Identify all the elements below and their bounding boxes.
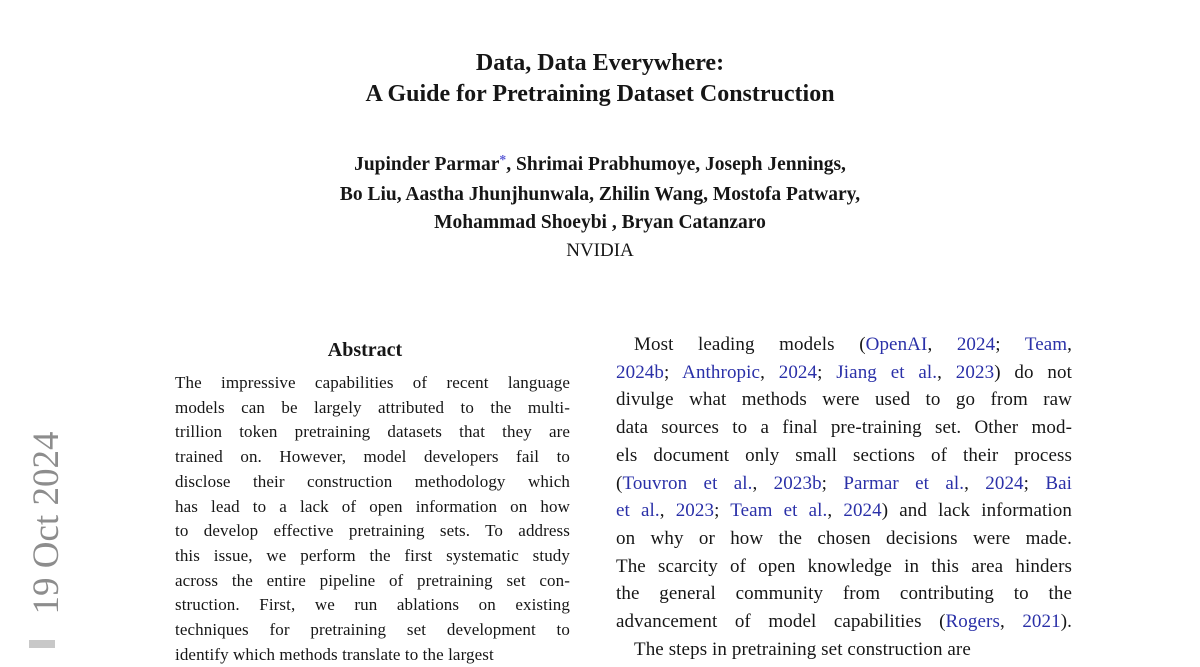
citation-link[interactable]: Team et al.	[730, 500, 828, 522]
text-line	[175, 643, 570, 667]
text-span: techniques for pretraining set development to	[175, 620, 570, 640]
text-span: ) and lack information	[881, 500, 1073, 522]
text-span: ;	[821, 472, 844, 494]
text-span: ;	[664, 361, 683, 383]
citation-link[interactable]: 2023	[675, 500, 715, 522]
citation-link[interactable]: Touvron et al.	[622, 472, 753, 494]
text-span: this issue, we perform the first systematic study	[175, 545, 570, 565]
citation-link[interactable]: 2024	[843, 500, 882, 522]
text-line	[0, 151, 1200, 181]
text-line	[616, 442, 1072, 470]
text-line	[616, 553, 1072, 581]
text-line	[175, 371, 570, 396]
text-span: ).	[1060, 611, 1072, 633]
text-line	[616, 359, 1072, 387]
text-line	[616, 497, 1072, 525]
citation-link[interactable]: Parmar et al.	[843, 472, 965, 494]
text-line	[175, 593, 570, 618]
text-span: The scarcity of open knowledge in this area hinders	[616, 555, 1072, 577]
citation-link[interactable]: 2024	[778, 361, 818, 383]
text-line	[175, 495, 570, 520]
affiliation: NVIDIA	[566, 240, 634, 261]
text-line	[0, 209, 1200, 238]
text-line	[616, 414, 1072, 442]
abstract-body	[175, 371, 570, 667]
text-span: Jupinder Parmar	[354, 154, 500, 175]
text-line	[175, 445, 570, 470]
text-span: ,	[999, 611, 1023, 633]
citation-link[interactable]: 2021	[1022, 611, 1061, 633]
citation-link[interactable]: 2024b	[616, 361, 664, 383]
citation-link[interactable]: Anthropic	[682, 361, 761, 383]
text-line	[616, 580, 1072, 608]
text-span: ,	[964, 472, 986, 494]
text-span: ,	[1067, 334, 1072, 355]
text-span: ,	[760, 361, 779, 383]
text-line	[175, 420, 570, 445]
text-line	[175, 544, 570, 569]
text-span: models can be largely attributed to the multi-	[175, 397, 570, 417]
citation-link[interactable]: OpenAI	[865, 334, 928, 355]
text-line	[616, 525, 1072, 553]
citation-link[interactable]: 2024	[956, 334, 996, 355]
text-span: The impressive capabilities of recent language	[175, 373, 570, 392]
text-span: ,	[827, 500, 844, 522]
paper-title-line-2: A Guide for Pretraining Dataset Construction	[365, 80, 835, 107]
citation-link[interactable]: 2023	[955, 361, 995, 383]
arxiv-date-stamp: 19 Oct 2024	[26, 431, 67, 615]
introduction-column	[616, 331, 1072, 663]
text-span: , Shrimai Prabhumoye, Joseph Jennings,	[506, 154, 846, 175]
text-line	[616, 470, 1072, 498]
text-line	[175, 519, 570, 544]
arxiv-stamp-partial-glyph	[29, 640, 55, 648]
text-span: disclose their construction methodology which	[175, 471, 570, 491]
text-line	[616, 608, 1072, 636]
text-line	[616, 331, 1072, 359]
text-span: ) do not	[994, 361, 1072, 383]
paper-title	[0, 48, 1200, 109]
text-span: ;	[714, 500, 731, 522]
text-line	[616, 386, 1072, 414]
text-span: Mohammad Shoeybi , Bryan Catanzaro	[434, 212, 766, 233]
text-line	[175, 618, 570, 643]
citation-link[interactable]: Rogers	[945, 611, 1000, 633]
citation-link[interactable]: et al.	[616, 500, 660, 522]
author-footnote-asterisk: *	[499, 151, 507, 167]
text-span: on why or how the chosen decisions were made.	[616, 527, 1072, 549]
text-span: data sources to a final pre-training set. Other mod-	[616, 417, 1072, 439]
text-span: ,	[659, 500, 676, 522]
text-span: ,	[937, 361, 956, 383]
text-span: advancement of model capabilities (	[616, 611, 946, 633]
abstract-heading: Abstract	[327, 339, 403, 361]
citation-link[interactable]: 2024	[985, 472, 1024, 494]
text-span: trained on. However, model developers fail to	[175, 447, 570, 467]
text-span: ;	[817, 361, 837, 383]
text-span: ,	[927, 334, 957, 355]
author-list	[0, 151, 1200, 238]
text-span: ;	[1023, 472, 1046, 494]
text-span: ,	[752, 472, 774, 494]
text-span: struction. First, we run ablations on existing	[175, 595, 570, 615]
text-span: ;	[995, 334, 1025, 355]
text-span: (	[616, 472, 623, 494]
text-span: els document only small sections of their process	[616, 444, 1072, 466]
text-line	[175, 470, 570, 495]
text-span: has lead to a lack of open information on how	[175, 496, 570, 516]
citation-link[interactable]: 2023b	[773, 472, 822, 494]
text-line	[0, 181, 1200, 210]
text-line	[616, 636, 1072, 664]
text-span: to develop effective pretraining sets. To address	[175, 521, 570, 541]
text-line	[175, 569, 570, 594]
citation-link[interactable]: Team	[1024, 334, 1068, 355]
text-span: the general community from contributing to the	[616, 583, 1072, 605]
text-line	[175, 396, 570, 421]
citation-link[interactable]: Jiang et al.	[836, 361, 938, 383]
text-span: divulge what methods were used to go from raw	[616, 389, 1072, 411]
text-span: Most leading models (	[634, 334, 866, 355]
text-span: across the entire pipeline of pretraining set con-	[175, 570, 570, 590]
text-span: identify which methods translate to the largest	[175, 644, 494, 664]
text-span: The steps in pretraining set construction are	[634, 638, 971, 660]
citation-link[interactable]: Bai	[1045, 472, 1073, 494]
paper-title-line-1: Data, Data Everywhere:	[475, 50, 725, 76]
text-span: trillion token pretraining datasets that they are	[175, 422, 570, 442]
text-span: Bo Liu, Aastha Jhunjhunwala, Zhilin Wang, Mostofa Patwary,	[339, 183, 861, 205]
